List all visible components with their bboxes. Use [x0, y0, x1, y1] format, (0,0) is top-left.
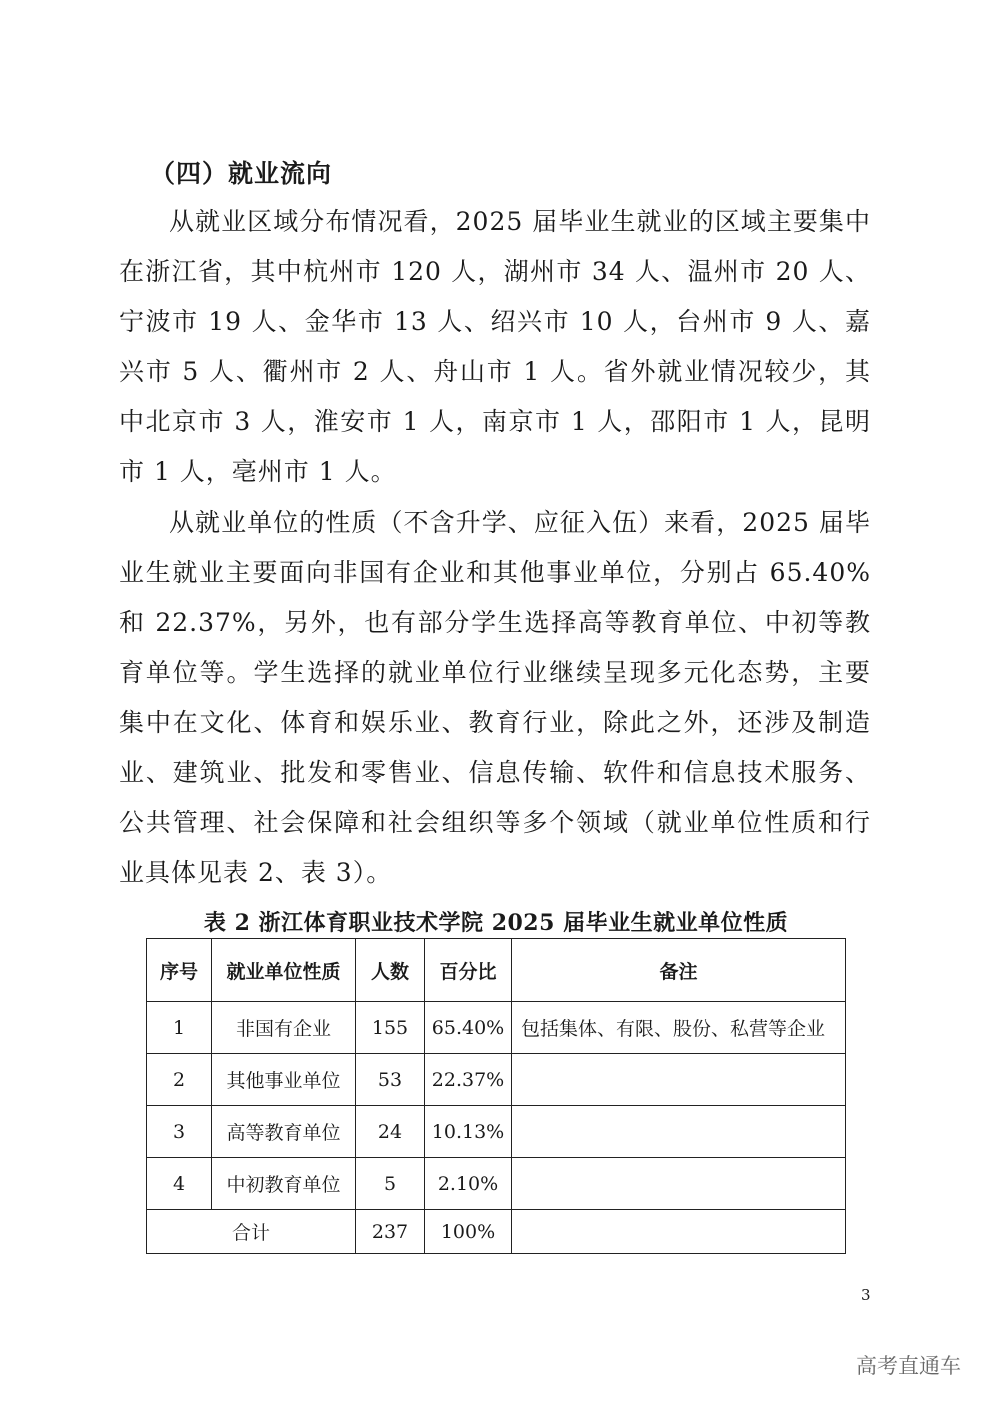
cell-note: 包括集体、有限、股份、私营等企业 — [512, 1002, 846, 1054]
table-row — [147, 1158, 846, 1210]
section-heading: （四）就业流向 — [150, 159, 333, 188]
cell-total-percent: 100% — [425, 1210, 512, 1254]
cell-percent: 65.40% — [425, 1002, 512, 1054]
cell-unit-type: 其他事业单位 — [212, 1054, 356, 1106]
table-row — [147, 1106, 846, 1158]
cell-percent: 22.37% — [425, 1054, 512, 1106]
cell-no: 3 — [147, 1106, 212, 1158]
cell-total-label: 合计 — [147, 1210, 356, 1254]
header-note: 备注 — [512, 939, 846, 1002]
cell-no: 4 — [147, 1158, 212, 1210]
cell-percent: 10.13% — [425, 1106, 512, 1158]
table-row — [147, 1002, 846, 1054]
employment-unit-table — [146, 938, 846, 1254]
cell-unit-type: 非国有企业 — [212, 1002, 356, 1054]
header-count: 人数 — [356, 939, 425, 1002]
header-unit-type: 就业单位性质 — [212, 939, 356, 1002]
table-header-row — [147, 939, 846, 1002]
cell-count: 155 — [356, 1002, 425, 1054]
cell-note — [512, 1158, 846, 1210]
table-row — [147, 1054, 846, 1106]
table-caption: 表 2 浙江体育职业技术学院 2025 届毕业生就业单位性质 — [203, 910, 789, 936]
header-percent: 百分比 — [425, 939, 512, 1002]
cell-total-note — [512, 1210, 846, 1254]
cell-no: 2 — [147, 1054, 212, 1106]
cell-note — [512, 1054, 846, 1106]
cell-count: 24 — [356, 1106, 425, 1158]
table-total-row — [147, 1210, 846, 1254]
header-no: 序号 — [147, 939, 212, 1002]
cell-count: 5 — [356, 1158, 425, 1210]
watermark: 高考直通车 — [856, 1354, 961, 1378]
cell-unit-type: 高等教育单位 — [212, 1106, 356, 1158]
cell-unit-type: 中初教育单位 — [212, 1158, 356, 1210]
paragraph-region-distribution: 从就业区域分布情况看，2025 届毕业生就业的区域主要集中在浙江省，其中杭州市 120 人，湖州市 34 人、温州市 20 人、宁波市 19 人、金华市 13 人、绍兴市 10 人，台州市 9 人、嘉兴市 5 人、衢州市 2 人、舟山市 1 人。省外就业情况较少，其中北京市 3 人，淮安市 1 人，南京市 1 人，邵阳市 1 人，昆明市 1 人，亳州市 1 人。 — [119, 207, 871, 486]
paragraph-unit-nature: 从就业单位的性质（不含升学、应征入伍）来看，2025 届毕业生就业主要面向非国有企业和其他事业单位，分别占 65.40%和 22.37%，另外，也有部分学生选择高等教育单位、中初等教育单位等。学生选择的就业单位行业继续呈现多元化态势，主要集中在文化、体育和娱乐业、教育行业，除此之外，还涉及制造业、建筑业、批发和零售业、信息传输、软件和信息技术服务、公共管理、社会保障和社会组织等多个领域（就业单位性质和行业具体见表 2、表 3）。 — [119, 508, 871, 887]
page-number: 3 — [861, 1286, 871, 1304]
cell-no: 1 — [147, 1002, 212, 1054]
cell-count: 53 — [356, 1054, 425, 1106]
cell-note — [512, 1106, 846, 1158]
cell-percent: 2.10% — [425, 1158, 512, 1210]
cell-total-count: 237 — [356, 1210, 425, 1254]
